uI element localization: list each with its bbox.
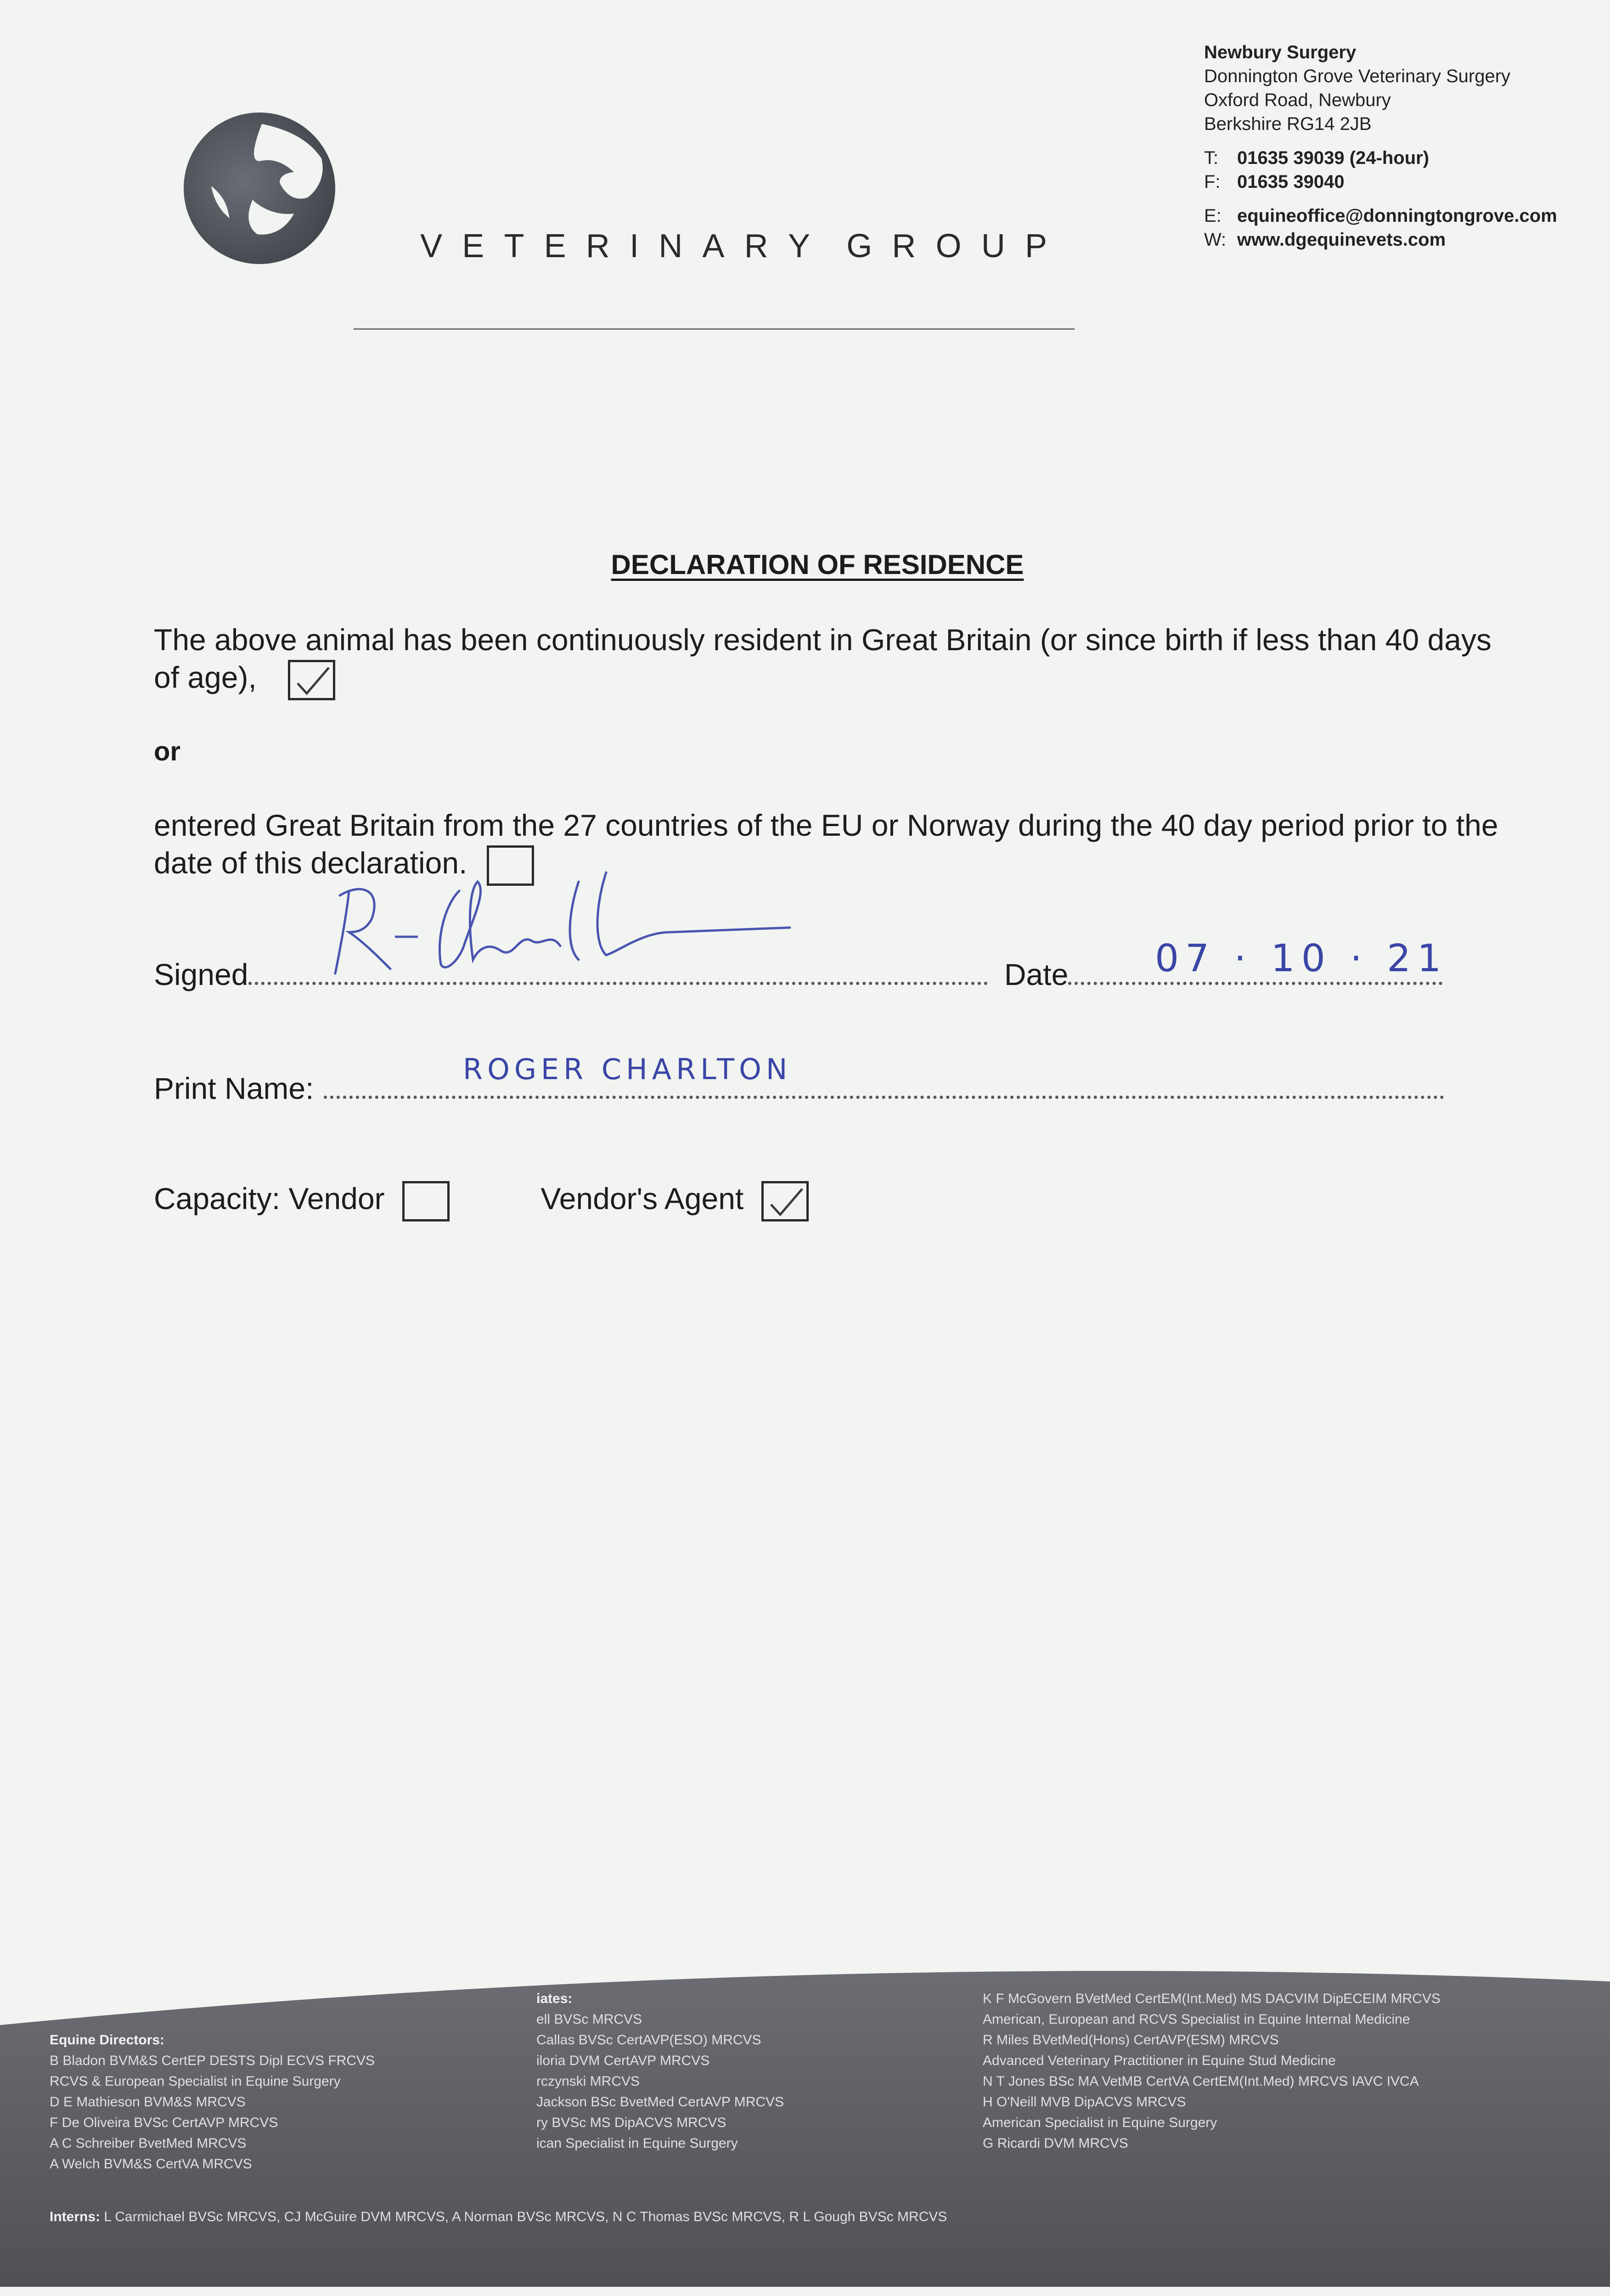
checkmark-icon — [767, 1186, 805, 1219]
list-item: K F McGovern BVetMed CertEM(Int.Med) MS DACVIM DipECEIM MRCVS — [983, 1991, 1441, 2006]
list-item: B Bladon BVM&S CertEP DESTS Dipl ECVS FRCVS — [50, 2053, 375, 2068]
capacity-vendor-label: Capacity: Vendor — [154, 1182, 385, 1216]
list-item: Advanced Veterinary Practitioner in Equine Stud Medicine — [983, 2053, 1336, 2068]
telephone-line: T: 01635 39039 (24-hour) — [1204, 148, 1430, 168]
date-value: 07 · 10 · 21 — [1155, 937, 1448, 980]
signature-line[interactable] — [248, 982, 988, 985]
header-divider — [354, 328, 1075, 330]
surgery-name: Newbury Surgery — [1204, 42, 1357, 62]
associates-list — [536, 1988, 784, 2154]
list-item: iloria DVM CertAVP MRCVS — [536, 2053, 710, 2068]
residence-statement-text: The above animal has been continuously resident in Great Britain (or since birth if less than 40 days of age), — [154, 623, 1492, 694]
list-item: RCVS & European Specialist in Equine Surgery — [50, 2074, 341, 2089]
print-name-label: Print Name: — [154, 1071, 314, 1105]
fax-line: F: 01635 39040 — [1204, 172, 1345, 192]
list-item: G Ricardi DVM MRCVS — [983, 2136, 1128, 2151]
residence-statement — [154, 621, 1509, 700]
list-item: Jackson BSc BvetMed CertAVP MRCVS — [536, 2094, 784, 2110]
print-name-line[interactable] — [324, 1096, 1444, 1099]
capacity-row — [154, 1180, 809, 1221]
list-item: F De Oliveira BVSc CertAVP MRCVS — [50, 2115, 278, 2130]
list-item: American, European and RCVS Specialist in Equine Internal Medicine — [983, 2012, 1410, 2027]
surgery-contact-block — [1204, 40, 1599, 252]
residence-checkbox[interactable] — [288, 660, 335, 700]
print-name-value: ROGER CHARLTON — [463, 1052, 792, 1086]
brand-wordmark: VETERINARY GROUP — [420, 228, 1067, 264]
directors-title: Equine Directors: — [50, 2032, 165, 2048]
list-item: ell BVSc MRCVS — [536, 2012, 642, 2027]
list-item: American Specialist in Equine Surgery — [983, 2115, 1217, 2130]
or-separator: or — [154, 737, 180, 766]
vendor-checkbox[interactable] — [402, 1181, 450, 1221]
vendors-agent-checkbox[interactable] — [761, 1181, 809, 1221]
address-line: Berkshire RG14 2JB — [1204, 114, 1372, 134]
equine-directors-list — [50, 2030, 375, 2174]
interns-line — [50, 2206, 947, 2227]
interns-label: Interns: — [50, 2209, 101, 2224]
website-line: W: www.dgequinevets.com — [1204, 230, 1446, 250]
list-item: rczynski MRCVS — [536, 2074, 640, 2089]
list-item: ican Specialist in Equine Surgery — [536, 2136, 738, 2151]
interns-names: L Carmichael BVSc MRCVS, CJ McGuire DVM MRCVS, A Norman BVSc MRCVS, N C Thomas BVSc MRCVS, R L Gough BVSc MRCVS — [104, 2209, 947, 2224]
date-label: Date — [1004, 957, 1069, 991]
list-item: ry BVSc MS DipACVS MRCVS — [536, 2115, 726, 2130]
list-item: A C Schreiber BvetMed MRCVS — [50, 2136, 247, 2151]
checkmark-icon — [294, 665, 332, 698]
vendors-agent-label: Vendor's Agent — [540, 1182, 744, 1216]
email-line: E: equineoffice@donningtongrove.com — [1204, 206, 1557, 226]
document-title: DECLARATION OF RESIDENCE — [611, 549, 1024, 580]
list-item: Callas BVSc CertAVP(ESO) MRCVS — [536, 2032, 761, 2048]
list-item: A Welch BVM&S CertVA MRCVS — [50, 2156, 252, 2172]
list-item: D E Mathieson BVM&S MRCVS — [50, 2094, 246, 2110]
list-item: R Miles BVetMed(Hons) CertAVP(ESM) MRCVS — [983, 2032, 1279, 2048]
print-name-row — [154, 1070, 1444, 1107]
address-line: Donnington Grove Veterinary Surgery — [1204, 66, 1511, 86]
veterinary-group-logo — [170, 103, 354, 269]
associates-title: iates: — [536, 1991, 573, 2006]
address-line: Oxford Road, Newbury — [1204, 90, 1391, 110]
list-item: N T Jones BSc MA VetMB CertVA CertEM(Int.Med) MRCVS IAVC IVCA — [983, 2074, 1419, 2089]
list-item: H O'Neill MVB DipACVS MRCVS — [983, 2094, 1186, 2110]
eu-entry-statement-text: entered Great Britain from the 27 countries of the EU or Norway during the 40 day period prior to the date of this declaration. — [154, 808, 1498, 880]
date-line[interactable] — [1068, 982, 1442, 985]
specialists-list — [983, 1988, 1441, 2154]
signed-label: Signed — [154, 957, 248, 991]
